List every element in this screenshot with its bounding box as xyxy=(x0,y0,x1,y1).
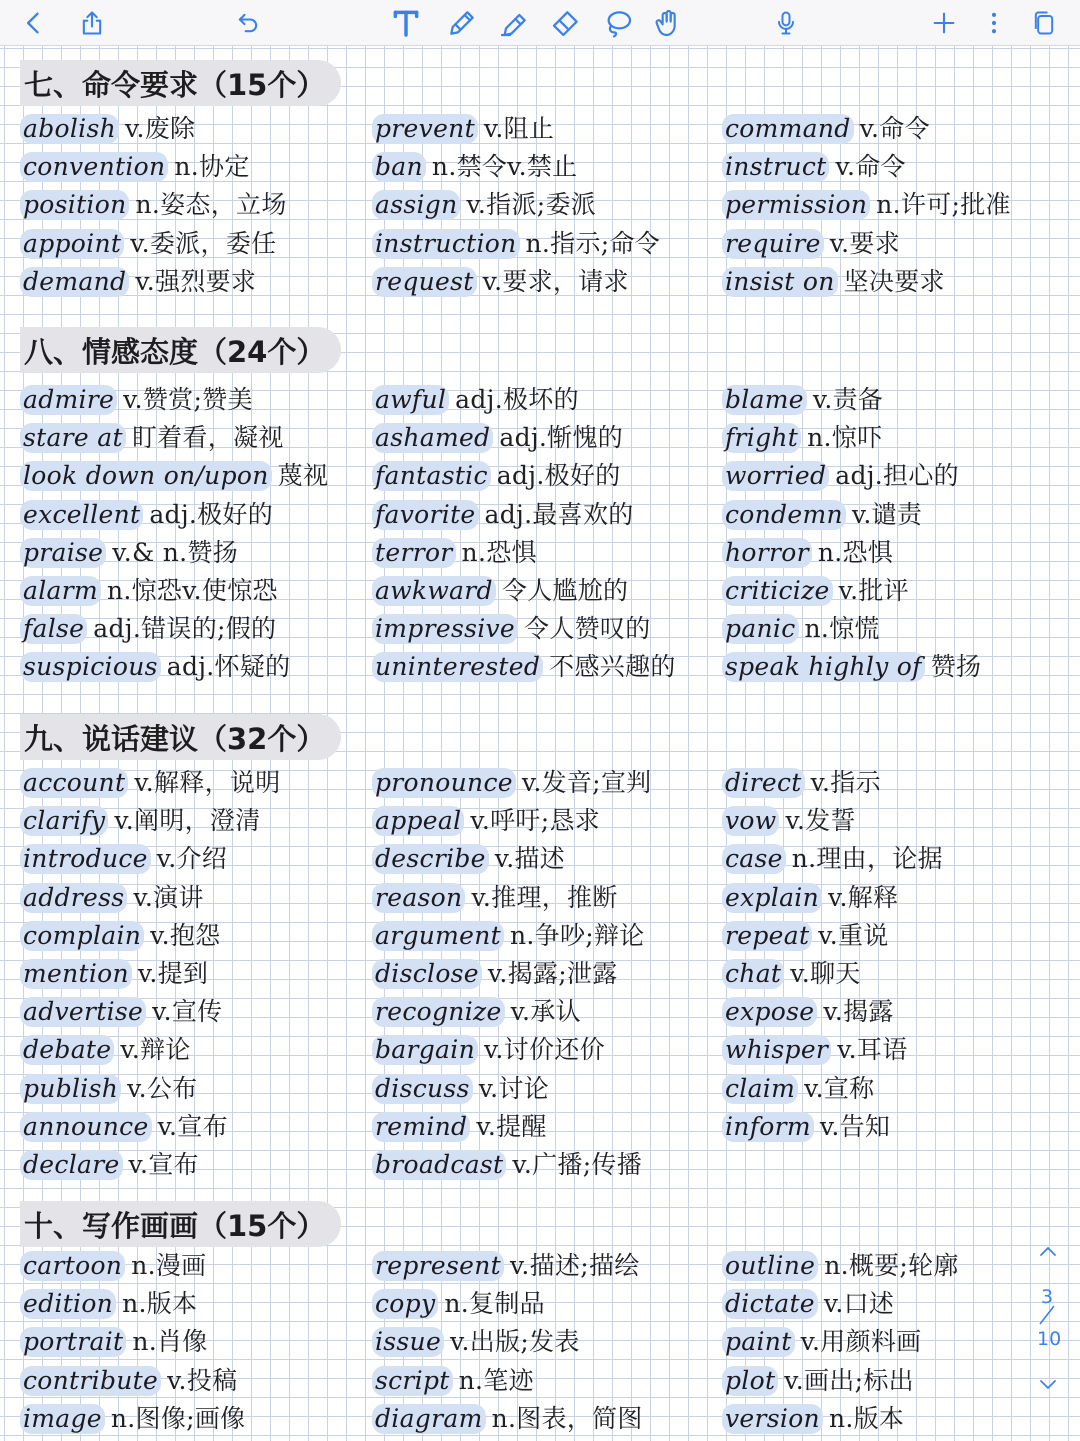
vocab-entry xyxy=(20,419,365,457)
vocab-word: admire xyxy=(20,385,117,415)
vocab-word: expose xyxy=(722,997,817,1027)
hand-tool-icon[interactable] xyxy=(648,0,688,46)
vocab-column xyxy=(722,110,1067,301)
vocab-entry xyxy=(20,1108,365,1146)
section-title: 八、情感态度（24个） xyxy=(20,327,341,373)
vocab-word: edition xyxy=(20,1289,116,1319)
vocab-entry xyxy=(372,1031,717,1069)
vocab-meaning: v.提醒 xyxy=(476,1111,547,1141)
vocab-word: disclose xyxy=(372,959,482,989)
total-page-count: 10 xyxy=(1037,1328,1062,1350)
vocab-word: alarm xyxy=(20,576,101,606)
vocab-word: chat xyxy=(722,959,784,989)
vocab-entry xyxy=(20,1285,365,1323)
vocab-meaning: n.惊恐v.使惊恐 xyxy=(106,576,278,606)
vocab-word: version xyxy=(722,1404,823,1434)
vocab-meaning: adj.惭愧的 xyxy=(499,423,624,453)
vocab-word: outline xyxy=(722,1251,818,1281)
vocab-meaning: v.用颜料画 xyxy=(800,1327,922,1357)
vocab-entry xyxy=(372,496,717,534)
vocab-entry xyxy=(722,110,1067,148)
vocab-entry xyxy=(20,648,365,686)
vocab-entry xyxy=(372,917,717,955)
vocab-entry xyxy=(722,1031,1067,1069)
vocab-word: cartoon xyxy=(20,1251,125,1281)
vocab-word: recognize xyxy=(372,997,505,1027)
vocab-word: debate xyxy=(20,1035,114,1065)
vocab-entry xyxy=(372,534,717,572)
vocab-column xyxy=(372,764,717,1184)
vocab-word: assign xyxy=(372,190,460,220)
vocab-entry xyxy=(20,1031,365,1069)
vocab-entry xyxy=(722,955,1067,993)
vocab-entry xyxy=(372,419,717,457)
vocab-meaning: v.指派;委派 xyxy=(466,190,597,220)
vocab-meaning: v.画出;标出 xyxy=(784,1365,914,1395)
eraser-tool-icon[interactable] xyxy=(546,0,586,46)
vocab-entry xyxy=(372,1146,717,1184)
vocab-entry xyxy=(722,764,1067,802)
vocab-entry xyxy=(20,879,365,917)
section-title: 七、命令要求（15个） xyxy=(20,60,341,106)
vocab-entry xyxy=(20,993,365,1031)
vocab-entry xyxy=(20,1400,365,1438)
vocab-meaning: 令人尴尬的 xyxy=(501,576,629,606)
vocab-entry xyxy=(722,648,1067,686)
vocab-entry xyxy=(372,457,717,495)
vocab-meaning: n.惊吓 xyxy=(807,423,883,453)
vocab-meaning: v.强烈要求 xyxy=(135,266,257,296)
vocab-word: instruct xyxy=(722,152,829,182)
vocab-meaning: v.批评 xyxy=(838,576,909,606)
vocab-meaning: v.抱怨 xyxy=(150,920,221,950)
vocab-meaning: v.描述;描绘 xyxy=(509,1251,640,1281)
vocab-meaning: n.图表，简图 xyxy=(491,1403,643,1433)
vocab-word: excellent xyxy=(20,500,143,530)
section-title: 九、说话建议（32个） xyxy=(20,714,341,760)
vocab-meaning: n.版本 xyxy=(122,1289,198,1319)
vocab-meaning: v.呼吁;恳求 xyxy=(470,806,601,836)
vocab-word: diagram xyxy=(372,1404,486,1434)
vocab-word: explain xyxy=(722,883,822,913)
vocab-meaning: n.争吵;辩论 xyxy=(510,920,645,950)
vocab-entry xyxy=(722,381,1067,419)
vocab-entry xyxy=(372,610,717,648)
vocab-entry xyxy=(20,1247,365,1285)
vocab-meaning: v.宣传 xyxy=(152,997,223,1027)
vocab-entry xyxy=(722,186,1067,224)
vocab-word: uninterested xyxy=(372,652,543,682)
vocab-entry xyxy=(722,263,1067,301)
vocab-meaning: 令人赞叹的 xyxy=(524,614,651,644)
vocab-word: issue xyxy=(372,1327,444,1357)
vocab-meaning: n.姿态，立场 xyxy=(135,190,287,220)
vocab-meaning: n.笔迹 xyxy=(458,1365,534,1395)
vocab-meaning: n.协定 xyxy=(174,152,250,182)
vocab-entry xyxy=(722,496,1067,534)
more-icon[interactable] xyxy=(974,0,1014,46)
vocab-word: advertise xyxy=(20,997,146,1027)
vocab-meaning: v.推理，推断 xyxy=(471,882,618,912)
vocab-word: remind xyxy=(372,1112,470,1142)
vocab-word: stare at xyxy=(20,423,126,453)
vocab-word: pronounce xyxy=(372,768,516,798)
pen-tool-icon[interactable] xyxy=(442,0,482,46)
vocab-meaning: 坚决要求 xyxy=(843,266,945,296)
vocab-word: demand xyxy=(20,267,129,297)
vocab-word: introduce xyxy=(20,844,151,874)
vocab-word: worried xyxy=(722,461,829,491)
highlighter-tool-icon[interactable] xyxy=(494,0,534,46)
vocab-word: horror xyxy=(722,538,812,568)
vocab-meaning: v.阐明，澄清 xyxy=(114,806,261,836)
vocab-meaning: n.概要;轮廓 xyxy=(824,1251,959,1281)
vocab-word: ban xyxy=(372,152,426,182)
vocab-meaning: adj.担心的 xyxy=(835,461,959,491)
vocab-column xyxy=(20,1247,365,1438)
vocab-meaning: 蔑视 xyxy=(277,461,329,491)
vocab-word: declare xyxy=(20,1150,123,1180)
vocab-entry xyxy=(20,610,365,648)
vocab-word: direct xyxy=(722,768,805,798)
vocab-word: look down on/upon xyxy=(20,461,272,491)
vocab-word: blame xyxy=(722,385,807,415)
vocab-entry xyxy=(722,610,1067,648)
vocab-word: account xyxy=(20,768,128,798)
vocab-word: discuss xyxy=(372,1074,473,1104)
vocab-entry xyxy=(722,1400,1067,1438)
vocab-entry xyxy=(722,1108,1067,1146)
vocab-meaning: adj.极好的 xyxy=(496,461,621,491)
vocab-entry xyxy=(20,1070,365,1108)
vocab-entry xyxy=(20,955,365,993)
pages-icon[interactable] xyxy=(1024,0,1064,46)
vocab-entry xyxy=(722,1362,1067,1400)
vocab-entry xyxy=(20,110,365,148)
vocab-meaning: v.口述 xyxy=(823,1289,895,1319)
vocab-word: impressive xyxy=(372,614,518,644)
vocab-meaning: v.聊天 xyxy=(790,959,861,989)
vocab-word: inform xyxy=(722,1112,814,1142)
vocab-entry xyxy=(722,534,1067,572)
vocab-entry xyxy=(722,1070,1067,1108)
vocab-meaning: v.赞赏;赞美 xyxy=(123,385,253,415)
vocab-meaning: n.指示;命令 xyxy=(525,228,661,258)
vocab-word: fright xyxy=(722,423,801,453)
vocab-meaning: v.讨价还价 xyxy=(483,1035,605,1065)
vocab-meaning: n.许可;批准 xyxy=(876,190,1011,220)
vocab-entry xyxy=(20,802,365,840)
chevron-down-icon[interactable] xyxy=(1036,1372,1060,1396)
vocab-entry xyxy=(722,148,1067,186)
vocab-entry xyxy=(372,1070,717,1108)
vocab-entry xyxy=(20,1362,365,1400)
vocab-entry xyxy=(372,1247,717,1285)
vocab-entry xyxy=(372,381,717,419)
vocab-meaning: adj.怀疑的 xyxy=(166,652,291,682)
vocab-meaning: v.要求 xyxy=(829,228,901,258)
vocab-entry xyxy=(20,840,365,878)
vocab-word: appeal xyxy=(372,806,464,836)
vocab-column xyxy=(20,381,365,687)
vocab-entry xyxy=(20,764,365,802)
vocab-meaning: v.宣布 xyxy=(128,1149,199,1179)
vocab-word: claim xyxy=(722,1074,798,1104)
vocab-entry xyxy=(722,225,1067,263)
vocab-column xyxy=(20,764,365,1184)
vocab-meaning: n.图像;画像 xyxy=(110,1403,246,1433)
vocab-meaning: v.& n.赞扬 xyxy=(112,537,239,567)
vocab-entry xyxy=(372,572,717,610)
vocab-word: request xyxy=(372,267,477,297)
vocab-entry xyxy=(372,802,717,840)
vocab-entry xyxy=(372,840,717,878)
vocab-word: require xyxy=(722,229,824,259)
vocab-meaning: v.讨论 xyxy=(478,1073,550,1103)
vocab-word: abolish xyxy=(20,114,119,144)
vocab-meaning: v.命令 xyxy=(859,114,930,144)
vocab-entry xyxy=(20,225,365,263)
vocab-word: appoint xyxy=(20,229,124,259)
vocab-word: suspicious xyxy=(20,652,161,682)
vocab-entry xyxy=(20,1146,365,1184)
note-page[interactable] xyxy=(0,46,1080,1441)
vocab-meaning: v.宣称 xyxy=(804,1073,875,1103)
vocab-entry xyxy=(20,381,365,419)
vocab-meaning: v.废除 xyxy=(124,114,196,144)
vocab-entry xyxy=(372,993,717,1031)
vocab-word: awful xyxy=(372,385,449,415)
vocab-word: condemn xyxy=(722,500,846,530)
lasso-tool-icon[interactable] xyxy=(598,0,638,46)
vocab-meaning: n.恐惧 xyxy=(461,537,537,567)
vocab-entry xyxy=(372,1323,717,1361)
vocab-word: describe xyxy=(372,844,489,874)
vocab-word: convention xyxy=(20,152,168,182)
vocab-entry xyxy=(722,419,1067,457)
vocab-word: criticize xyxy=(722,576,833,606)
vocab-word: vow xyxy=(722,806,779,836)
vocab-entry xyxy=(372,263,717,301)
vocab-entry xyxy=(372,764,717,802)
vocab-entry xyxy=(722,1247,1067,1285)
vocab-word: speak highly of xyxy=(722,652,925,682)
vocab-word: announce xyxy=(20,1112,152,1142)
vocab-meaning: n.惊慌 xyxy=(804,614,880,644)
vocab-entry xyxy=(722,879,1067,917)
vocab-entry xyxy=(722,917,1067,955)
vocab-entry xyxy=(722,1285,1067,1323)
vocab-entry xyxy=(372,148,717,186)
vocab-column xyxy=(372,110,717,301)
vocab-meaning: n.复制品 xyxy=(444,1289,545,1319)
vocab-meaning: v.解释 xyxy=(828,882,899,912)
vocab-word: prevent xyxy=(372,114,478,144)
vocab-word: image xyxy=(20,1404,105,1434)
vocab-column xyxy=(722,381,1067,687)
vocab-word: false xyxy=(20,614,87,644)
vocab-meaning: 盯着看，凝视 xyxy=(131,423,284,453)
vocab-word: represent xyxy=(372,1251,504,1281)
vocab-word: praise xyxy=(20,538,106,568)
vocab-word: fantastic xyxy=(372,461,491,491)
vocab-word: address xyxy=(20,883,127,913)
vocab-word: paint xyxy=(722,1327,795,1357)
vocab-meaning: v.承认 xyxy=(510,997,581,1027)
vocab-entry xyxy=(20,1323,365,1361)
vocab-meaning: v.告知 xyxy=(819,1111,891,1141)
vocab-meaning: n.恐惧 xyxy=(817,537,894,567)
vocab-word: repeat xyxy=(722,921,812,951)
vocab-meaning: v.公布 xyxy=(127,1073,198,1103)
vocab-entry xyxy=(372,225,717,263)
vocab-entry xyxy=(372,1285,717,1323)
vocab-meaning: v.阻止 xyxy=(483,114,555,144)
vocab-meaning: n.版本 xyxy=(828,1403,905,1433)
vocab-meaning: v.责备 xyxy=(812,385,884,415)
vocab-word: plot xyxy=(722,1366,778,1396)
vocab-word: portrait xyxy=(20,1327,126,1357)
vocab-word: contribute xyxy=(20,1366,161,1396)
vocab-word: panic xyxy=(722,614,799,644)
vocab-meaning: v.广播;传播 xyxy=(512,1149,643,1179)
top-toolbar xyxy=(0,0,1080,46)
vocab-word: publish xyxy=(20,1074,121,1104)
vocab-meaning: adj.极好的 xyxy=(149,499,274,529)
vocab-entry xyxy=(20,917,365,955)
vocab-word: reason xyxy=(372,883,465,913)
vocab-meaning: v.提到 xyxy=(137,959,209,989)
vocab-word: copy xyxy=(372,1289,438,1319)
vocab-entry xyxy=(20,534,365,572)
vocab-entry xyxy=(372,1362,717,1400)
page-navigator xyxy=(1028,1240,1070,1400)
vocab-entry xyxy=(372,1108,717,1146)
vocab-entry xyxy=(20,496,365,534)
vocab-entry xyxy=(372,1400,717,1438)
vocab-meaning: v.描述 xyxy=(494,844,566,874)
vocab-entry xyxy=(722,1323,1067,1361)
vocab-word: awkward xyxy=(372,576,496,606)
back-icon[interactable] xyxy=(14,0,54,46)
page-divider xyxy=(1032,1304,1062,1326)
vocab-meaning: v.重说 xyxy=(818,920,889,950)
vocab-word: permission xyxy=(722,190,870,220)
vocab-meaning: adj.最喜欢的 xyxy=(484,499,634,529)
chevron-up-icon[interactable] xyxy=(1036,1240,1060,1264)
microphone-icon[interactable] xyxy=(766,0,806,46)
vocab-column xyxy=(20,110,365,301)
vocab-word: terror xyxy=(372,538,456,568)
vocab-word: complain xyxy=(20,921,144,951)
undo-icon[interactable] xyxy=(228,0,268,46)
vocab-word: bargain xyxy=(372,1035,478,1065)
vocab-word: whisper xyxy=(722,1035,831,1065)
vocab-entry xyxy=(372,879,717,917)
vocab-meaning: n.肖像 xyxy=(132,1327,208,1357)
vocab-entry xyxy=(722,457,1067,495)
vocab-word: case xyxy=(722,844,786,874)
vocab-meaning: n.禁令v.禁止 xyxy=(431,152,578,182)
vocab-entry xyxy=(722,840,1067,878)
vocab-entry xyxy=(722,572,1067,610)
vocab-meaning: v.揭露 xyxy=(823,997,894,1027)
vocab-meaning: v.出版;发表 xyxy=(450,1327,580,1357)
vocab-meaning: v.谴责 xyxy=(851,499,923,529)
vocab-meaning: v.耳语 xyxy=(837,1035,908,1065)
vocab-meaning: v.演讲 xyxy=(133,882,204,912)
text-tool-icon[interactable] xyxy=(386,0,426,46)
current-page-number: 3 xyxy=(1041,1286,1054,1308)
vocab-word: script xyxy=(372,1366,453,1396)
vocab-word: dictate xyxy=(722,1289,818,1319)
section-title: 十、写作画画（15个） xyxy=(20,1201,341,1247)
share-icon[interactable] xyxy=(72,0,112,46)
vocab-meaning: v.介绍 xyxy=(156,844,228,874)
vocab-word: ashamed xyxy=(372,423,493,453)
vocab-word: favorite xyxy=(372,500,479,530)
vocab-word: clarify xyxy=(20,806,108,836)
vocab-meaning: n.理由，论据 xyxy=(791,844,943,874)
vocab-entry xyxy=(372,110,717,148)
vocab-meaning: v.宣布 xyxy=(157,1111,228,1141)
vocab-meaning: 赞扬 xyxy=(930,652,982,682)
vocab-column xyxy=(372,381,717,687)
vocab-column xyxy=(722,764,1067,1146)
vocab-entry xyxy=(20,457,365,495)
vocab-word: broadcast xyxy=(372,1150,506,1180)
vocab-word: position xyxy=(20,190,129,220)
vocab-meaning: v.要求，请求 xyxy=(482,266,629,296)
vocab-column xyxy=(722,1247,1067,1438)
vocab-meaning: adj.极坏的 xyxy=(455,385,579,415)
vocab-word: mention xyxy=(20,959,132,989)
vocab-word: argument xyxy=(372,921,504,951)
vocab-entry xyxy=(20,572,365,610)
vocab-meaning: v.揭露;泄露 xyxy=(487,959,618,989)
vocab-entry xyxy=(20,263,365,301)
vocab-meaning: n.漫画 xyxy=(131,1251,207,1281)
vocab-entry xyxy=(722,993,1067,1031)
vocab-meaning: v.发誓 xyxy=(785,806,856,836)
vocab-column xyxy=(372,1247,717,1438)
vocab-meaning: adj.错误的;假的 xyxy=(93,614,277,644)
vocab-entry xyxy=(372,648,717,686)
vocab-meaning: v.发音;宣判 xyxy=(521,768,652,798)
vocab-meaning: 不感兴趣的 xyxy=(549,652,676,682)
vocab-entry xyxy=(372,186,717,224)
vocab-meaning: v.解释，说明 xyxy=(134,768,281,798)
vocab-entry xyxy=(20,186,365,224)
vocab-meaning: v.委派，委任 xyxy=(130,228,277,258)
vocab-entry xyxy=(372,955,717,993)
vocab-meaning: v.命令 xyxy=(835,152,906,182)
vocab-word: insist on xyxy=(722,267,838,297)
vocab-word: command xyxy=(722,114,854,144)
vocab-meaning: v.投稿 xyxy=(167,1365,238,1395)
vocab-meaning: v.辩论 xyxy=(120,1035,191,1065)
vocab-word: instruction xyxy=(372,229,520,259)
vocab-meaning: v.指示 xyxy=(810,768,881,798)
vocab-entry xyxy=(722,802,1067,840)
vocab-entry xyxy=(20,148,365,186)
add-icon[interactable] xyxy=(924,0,964,46)
